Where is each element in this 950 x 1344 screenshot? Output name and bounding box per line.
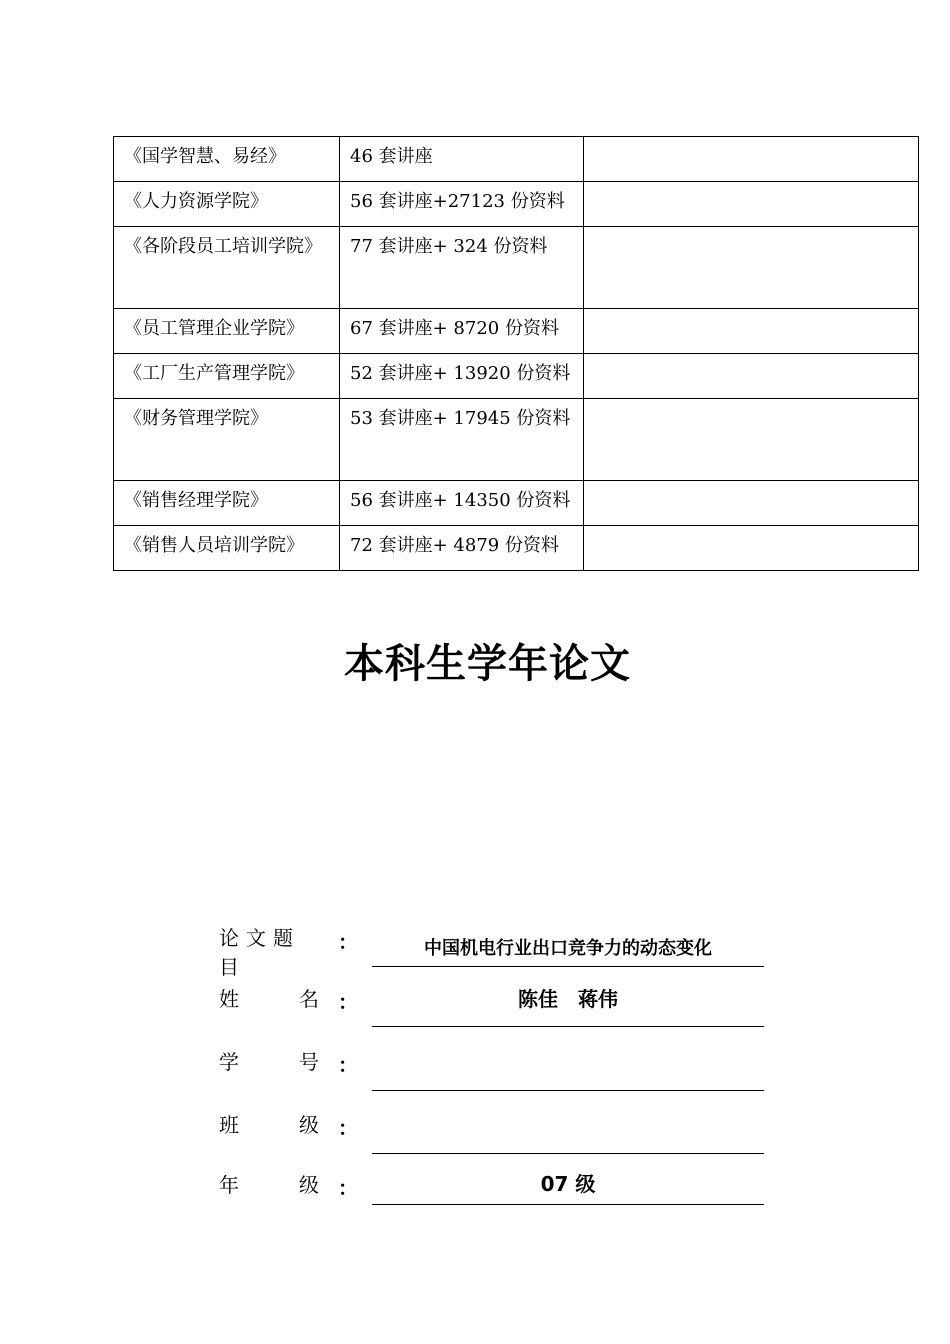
course-content-cell-text: 53 套讲座+ 17945 份资料 — [350, 408, 571, 429]
class-colon: ： — [338, 1116, 358, 1140]
course-name-cell-text: 《人力资源学院》 — [124, 191, 268, 212]
course-content-cell — [340, 526, 584, 571]
course-content-cell — [340, 481, 584, 526]
grade-colon: ： — [338, 1176, 358, 1200]
grade-value: 07 级 — [540, 1172, 596, 1196]
table-row — [114, 481, 919, 526]
course-content-cell — [340, 309, 584, 354]
name-label-char-2: 名 — [299, 987, 319, 1011]
course-content-cell — [340, 227, 584, 309]
course-name-cell — [114, 227, 340, 309]
course-name-cell — [114, 354, 340, 399]
course-name-cell-text: 《销售人员培训学院》 — [124, 535, 304, 556]
course-name-cell-text: 《财务管理学院》 — [124, 408, 268, 429]
name-label — [219, 983, 319, 1012]
grade-label-char-1: 年 — [219, 1173, 239, 1197]
thesis-title-underline — [372, 966, 764, 967]
table-row — [114, 526, 919, 571]
course-content-cell — [340, 137, 584, 182]
course-note-cell — [584, 399, 919, 481]
class-label-char-1: 班 — [219, 1113, 239, 1137]
class-label — [219, 1109, 319, 1138]
name-colon: ： — [338, 990, 358, 1014]
course-note-cell — [584, 481, 919, 526]
course-content-cell-text: 67 套讲座+ 8720 份资料 — [350, 318, 559, 339]
student-id-label-char-2: 号 — [299, 1050, 319, 1074]
student-id-colon: ： — [338, 1053, 358, 1077]
course-name-cell — [114, 526, 340, 571]
thesis-title-label-text: 论文题目 — [219, 926, 300, 979]
course-name-cell-text: 《国学智慧、易经》 — [124, 146, 286, 167]
name-underline — [372, 1026, 764, 1027]
page-title: 本科生学年论文 — [344, 641, 631, 687]
grade-underline — [372, 1204, 764, 1205]
course-name-cell — [114, 137, 340, 182]
course-note-cell — [584, 227, 919, 309]
thesis-title-colon: ： — [338, 930, 358, 954]
name-label-char-1: 姓 — [219, 987, 239, 1011]
table-row — [114, 137, 919, 182]
table-row — [114, 309, 919, 354]
student-id-label — [219, 1046, 319, 1075]
course-name-cell — [114, 309, 340, 354]
course-note-cell — [584, 354, 919, 399]
course-note-cell — [584, 309, 919, 354]
course-note-cell — [584, 526, 919, 571]
course-content-cell-text: 56 套讲座+27123 份资料 — [350, 191, 565, 212]
course-content-cell — [340, 182, 584, 227]
course-content-cell-text: 52 套讲座+ 13920 份资料 — [350, 363, 571, 384]
course-content-cell-text: 56 套讲座+ 14350 份资料 — [350, 490, 571, 511]
course-content-cell-text: 77 套讲座+ 324 份资料 — [350, 236, 548, 257]
thesis-title-label — [219, 922, 317, 980]
course-name-cell-text: 《销售经理学院》 — [124, 490, 268, 511]
course-name-cell-text: 《员工管理企业学院》 — [124, 318, 304, 339]
grade-label — [219, 1169, 319, 1198]
course-content-cell — [340, 354, 584, 399]
class-underline — [372, 1153, 764, 1154]
course-name-cell-text: 《工厂生产管理学院》 — [124, 363, 304, 384]
course-name-cell — [114, 399, 340, 481]
table-row — [114, 182, 919, 227]
class-label-char-2: 级 — [299, 1113, 319, 1137]
table-row — [114, 354, 919, 399]
student-id-label-char-1: 学 — [219, 1050, 239, 1074]
course-name-cell — [114, 481, 340, 526]
course-content-cell-text: 46 套讲座 — [350, 146, 433, 167]
course-note-cell — [584, 137, 919, 182]
grade-label-char-2: 级 — [299, 1173, 319, 1197]
course-note-cell — [584, 182, 919, 227]
course-name-cell — [114, 182, 340, 227]
table-row — [114, 227, 919, 309]
course-content-cell-text: 72 套讲座+ 4879 份资料 — [350, 535, 559, 556]
course-content-cell — [340, 399, 584, 481]
table-row — [114, 399, 919, 481]
thesis-title-value: 中国机电行业出口竞争力的动态变化 — [424, 938, 712, 959]
course-table — [113, 136, 919, 571]
name-value: 陈佳 蒋伟 — [518, 987, 618, 1011]
course-name-cell-text: 《各阶段员工培训学院》 — [124, 236, 322, 257]
student-id-underline — [372, 1090, 764, 1091]
